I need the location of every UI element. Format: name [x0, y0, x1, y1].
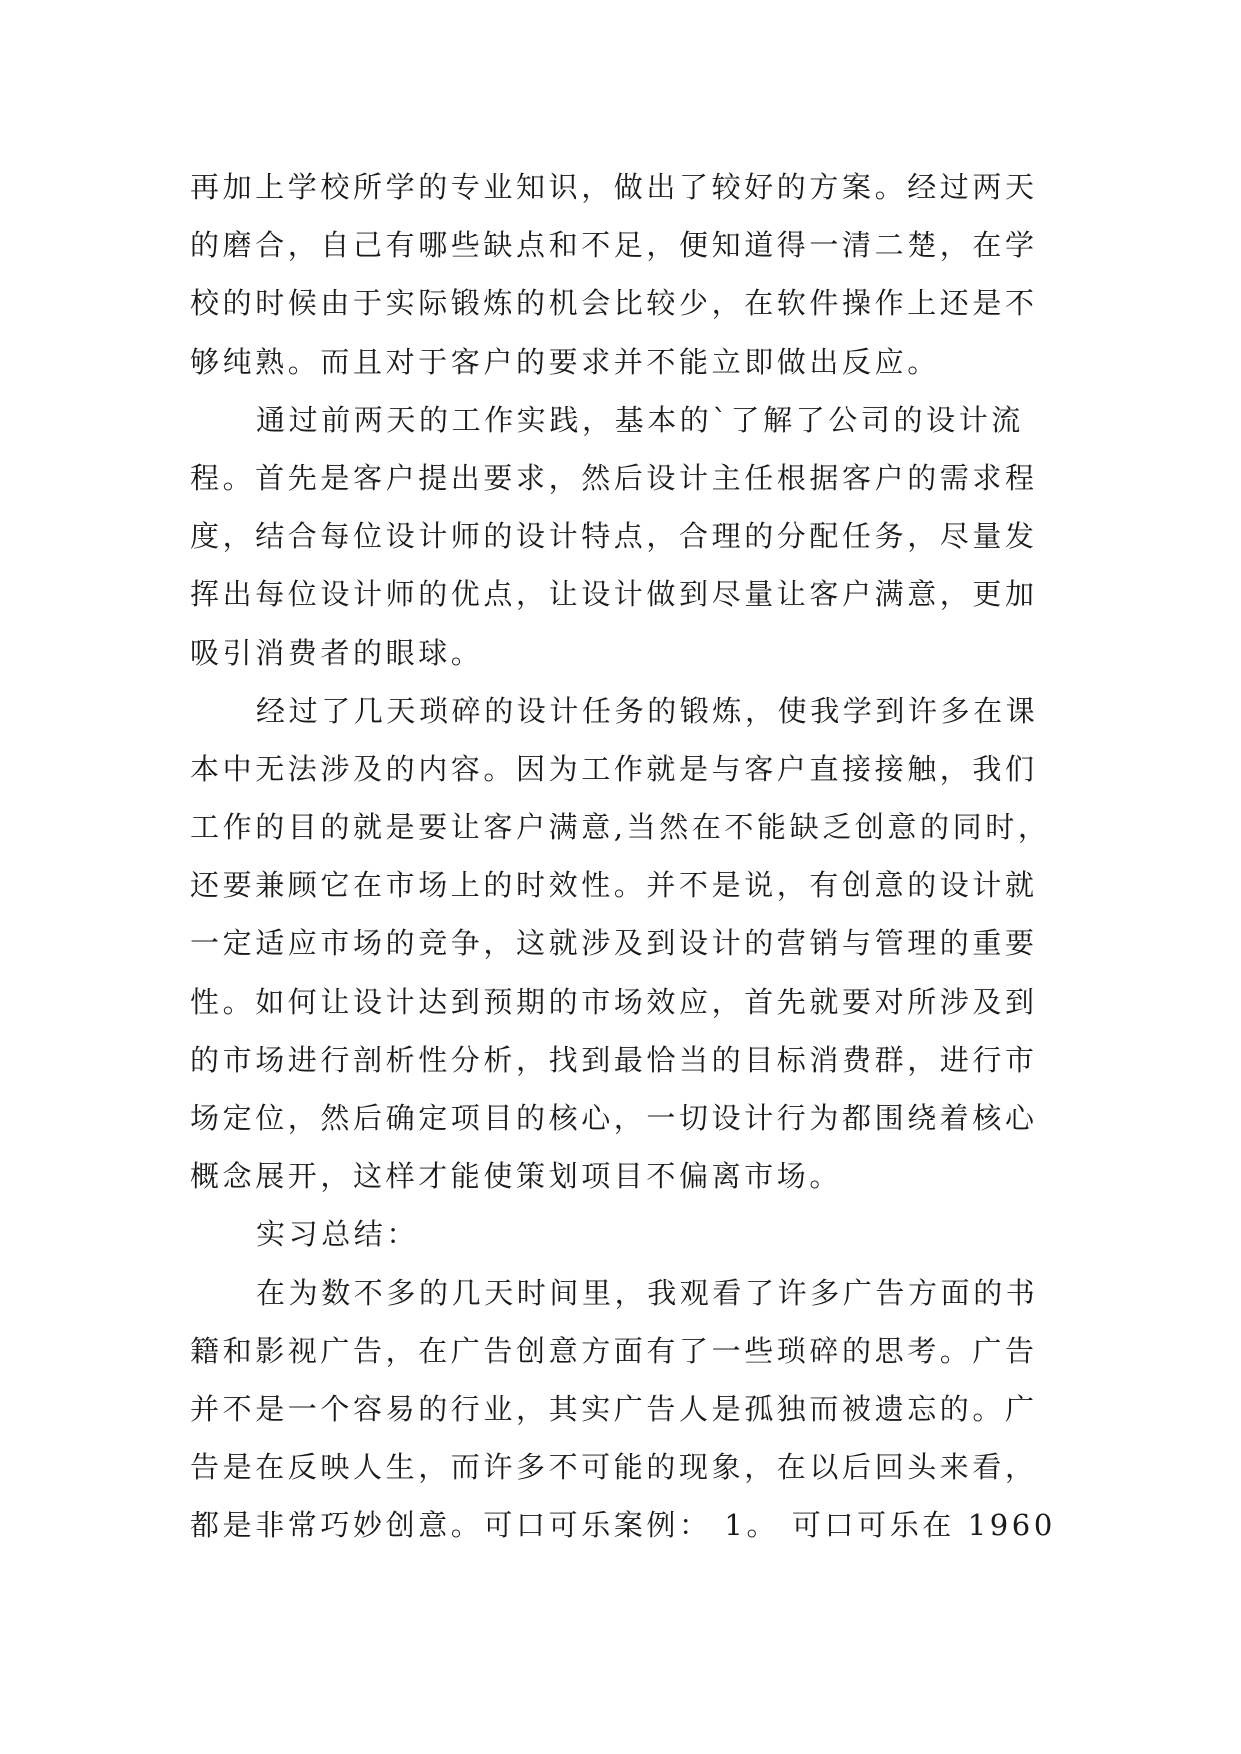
paragraph — [190, 1264, 1060, 1555]
text-line: 还要兼顾它在市场上的时效性。并不是说，有创意的设计就 — [190, 868, 1038, 903]
text-line: 都是非常巧妙创意。可口可乐案例： 1。 可口可乐在 1960 — [190, 1508, 1056, 1543]
paragraph — [190, 158, 1060, 391]
text-line: 籍和影视广告，在广告创意方面有了一些琐碎的思考。广告 — [190, 1333, 1038, 1368]
paragraph — [190, 391, 1060, 682]
text-line: 本中无法涉及的内容。因为工作就是与客户直接接触，我们 — [190, 751, 1038, 786]
text-line: 并不是一个容易的行业，其实广告人是孤独而被遗忘的。广 — [190, 1391, 1038, 1426]
text-line: 概念展开，这样才能使策划项目不偏离市场。 — [190, 1159, 843, 1194]
text-line: 告是在反映人生，而许多不可能的现象，在以后回头来看， — [190, 1450, 1038, 1485]
text-line: 度，结合每位设计师的设计特点，合理的分配任务，尽量发 — [190, 519, 1038, 554]
text-line: 通过前两天的工作实践，基本的`了解了公司的设计流 — [256, 402, 1024, 437]
text-line: 再加上学校所学的专业知识，做出了较好的方案。经过两天 — [190, 170, 1038, 204]
text-line: 的市场进行剖析性分析，找到最恰当的目标消费群，进行市 — [190, 1042, 1038, 1077]
text-line: 的磨合，自己有哪些缺点和不足，便知道得一清二楚，在学 — [190, 228, 1038, 263]
text-line: 性。如何让设计达到预期的市场效应，首先就要对所涉及到 — [190, 984, 1038, 1019]
text-line: 经过了几天琐碎的设计任务的锻炼，使我学到许多在课 — [256, 693, 1039, 728]
text-line: 校的时候由于实际锻炼的机会比较少，在软件操作上还是不 — [190, 286, 1038, 321]
text-line: 程。首先是客户提出要求，然后设计主任根据客户的需求程 — [190, 460, 1038, 495]
paragraph — [190, 1205, 1060, 1263]
text-line: 实习总结： — [256, 1217, 420, 1252]
text-line: 吸引消费者的眼球。 — [190, 635, 484, 670]
text-line: 挥出每位设计师的优点，让设计做到尽量让客户满意，更加 — [190, 577, 1038, 612]
paragraph — [190, 682, 1060, 1206]
text-line: 够纯熟。而且对于客户的要求并不能立即做出反应。 — [190, 344, 940, 379]
text-line: 场定位，然后确定项目的核心，一切设计行为都围绕着核心 — [190, 1101, 1038, 1135]
text-line: 工作的目的就是要让客户满意,当然在不能缺乏创意的同时， — [190, 810, 1051, 845]
text-line: 一定适应市场的竞争，这就涉及到设计的营销与管理的重要 — [190, 926, 1038, 961]
document-body — [190, 158, 1060, 1555]
text-line: 在为数不多的几天时间里，我观看了许多广告方面的书 — [256, 1275, 1039, 1310]
